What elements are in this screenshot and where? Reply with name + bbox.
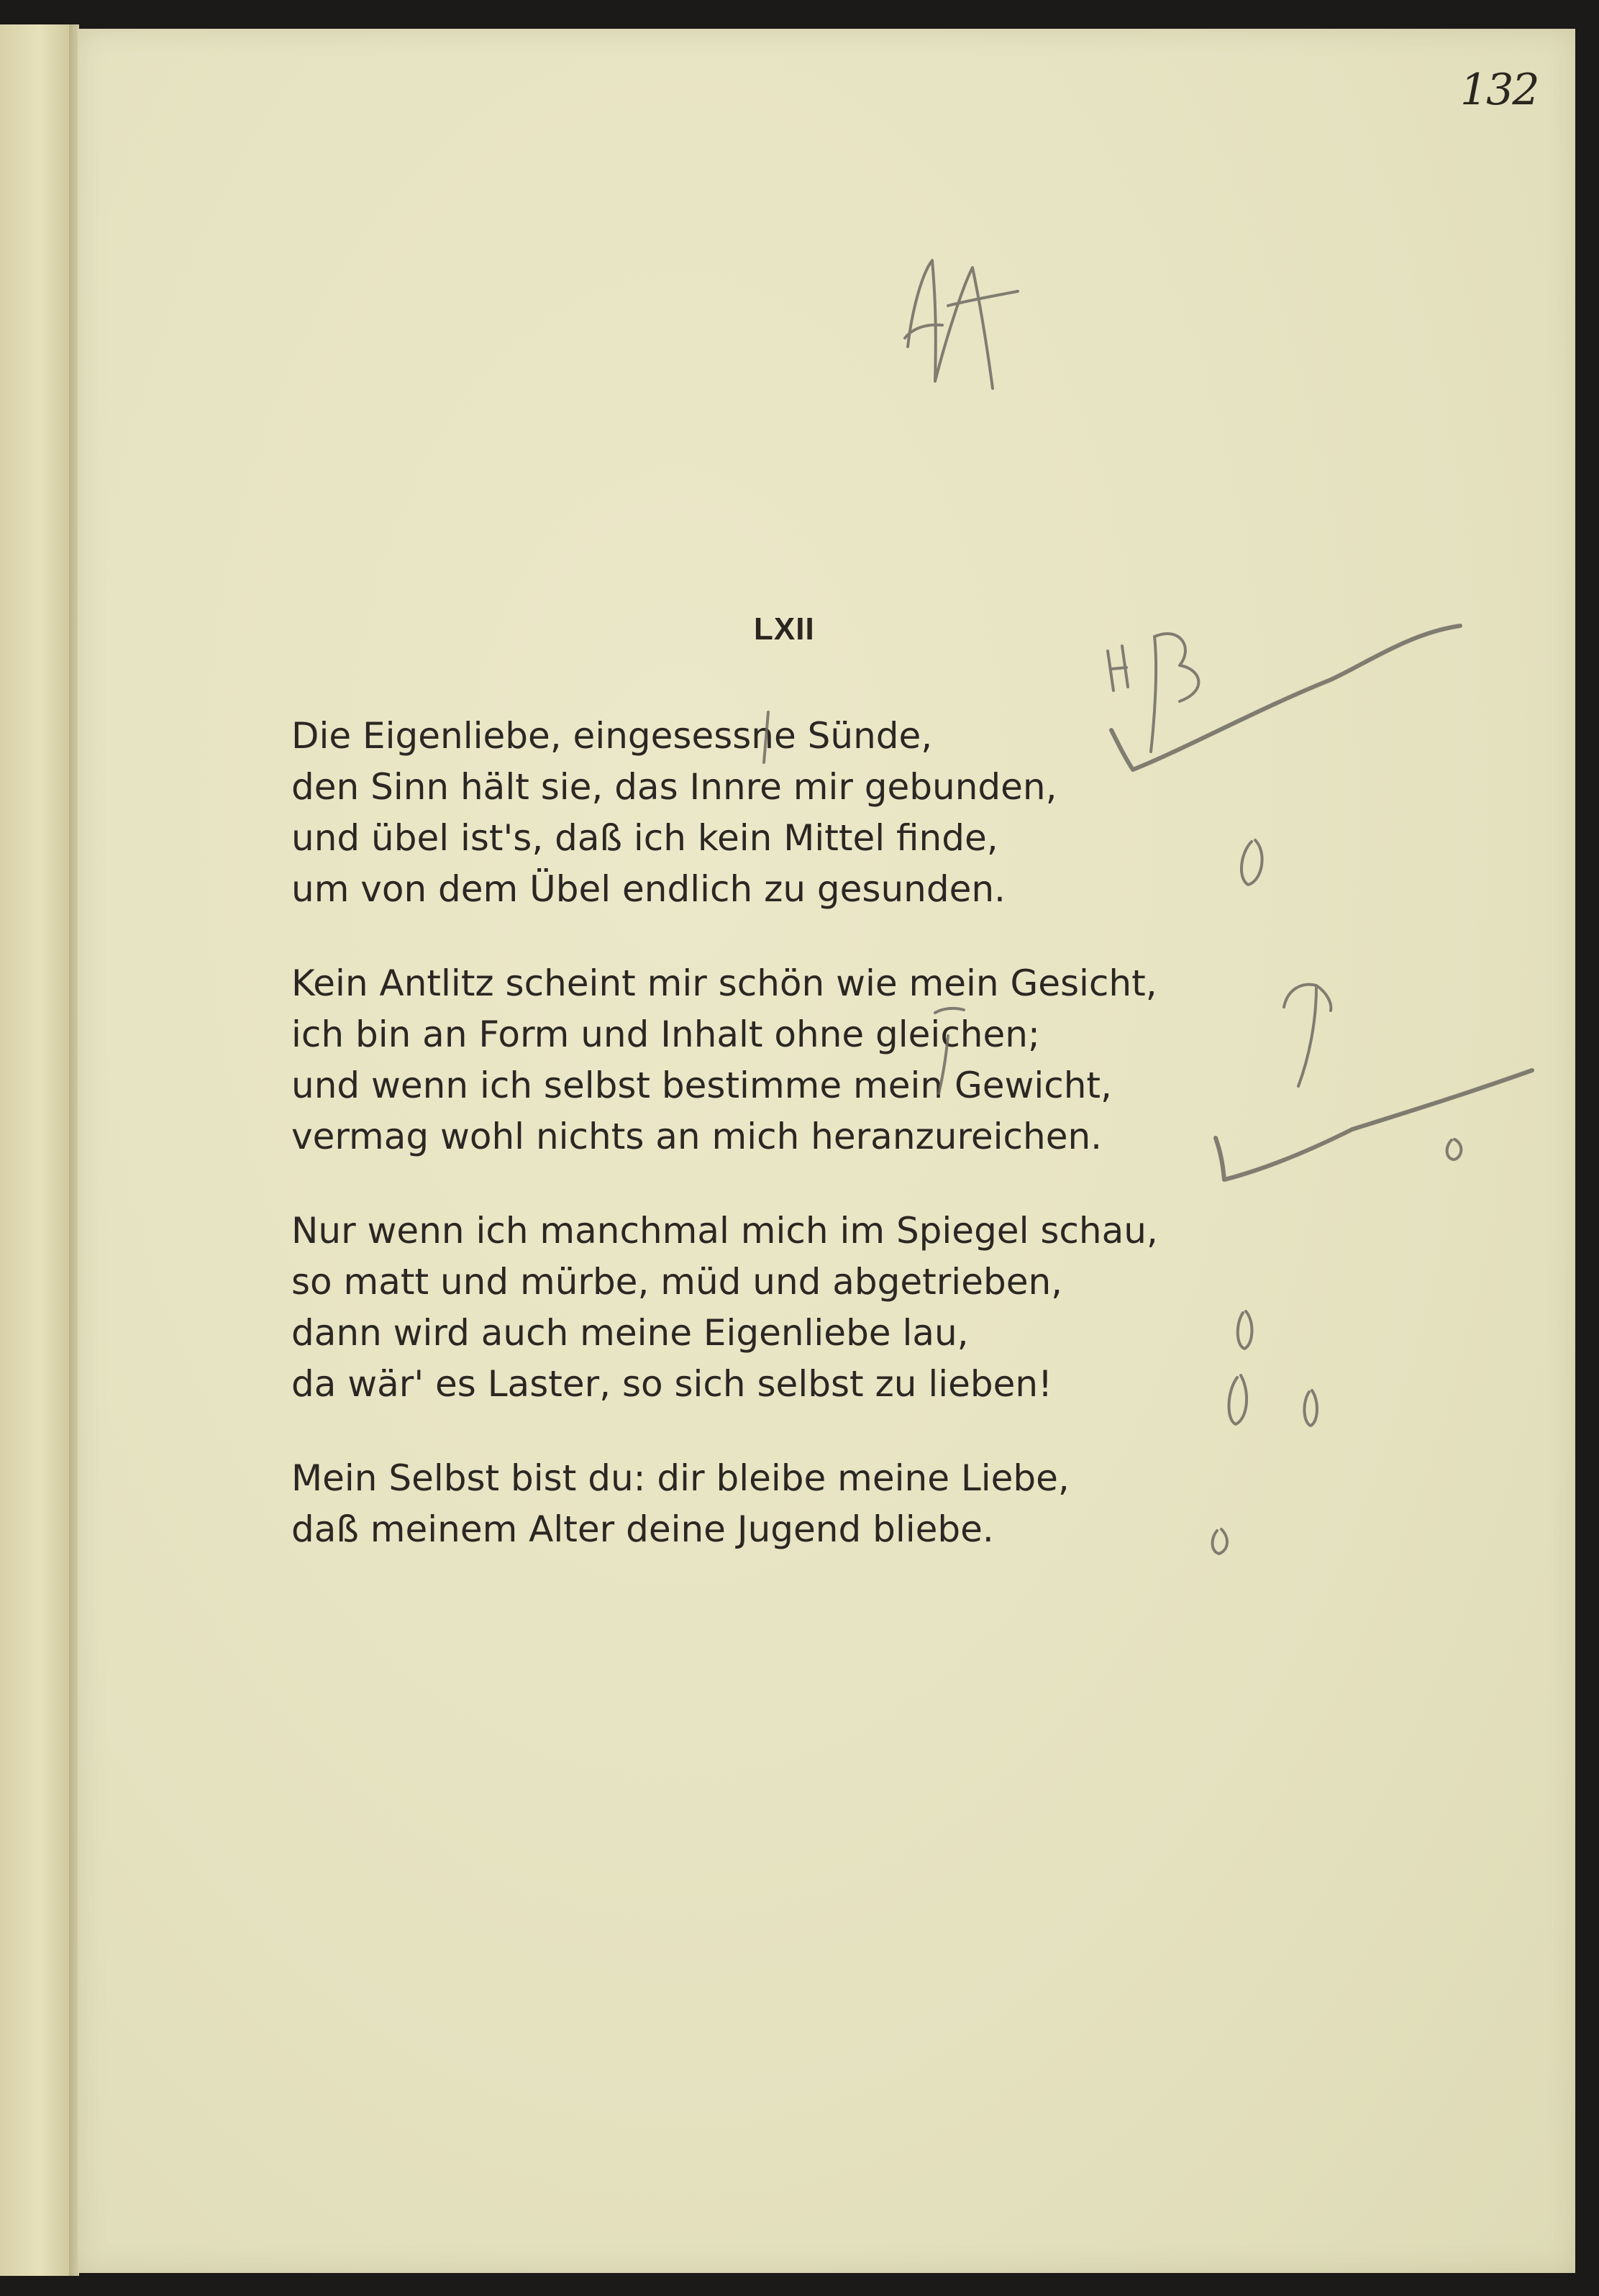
- poem-line: da wär' es Laster, so sich selbst zu lieben!: [291, 1363, 1053, 1405]
- poem-line: um von dem Übel endlich zu gesunden.: [291, 868, 1006, 910]
- poem-line: dann wird auch meine Eigenliebe lau,: [291, 1312, 969, 1354]
- poem-line: und übel ist's, daß ich kein Mittel finde,: [291, 817, 998, 859]
- facing-page-edge: [0, 24, 72, 2276]
- stanza-1: [291, 711, 1298, 915]
- poem-line: Die Eigenliebe, eingesessne Sünde,: [291, 715, 933, 757]
- poem-line: Kein Antlitz scheint mir schön wie mein Gesicht,: [291, 962, 1157, 1004]
- stanza-2: [291, 958, 1298, 1162]
- poem-line: und wenn ich selbst bestimme mein Gewicht,: [291, 1065, 1112, 1106]
- poem-body: [291, 711, 1298, 1598]
- poem-line: so matt und mürbe, müd und abgetrieben,: [291, 1261, 1063, 1303]
- page-number: 132: [1460, 65, 1539, 115]
- poem-line: den Sinn hält sie, das Innre mir gebunden,: [291, 766, 1057, 808]
- poem-title: LXII: [754, 611, 815, 647]
- poem-line: Mein Selbst bist du: dir bleibe meine Liebe,: [291, 1457, 1070, 1499]
- poem-line: ich bin an Form und Inhalt ohne gleichen;: [291, 1013, 1040, 1055]
- stanza-4: [291, 1453, 1298, 1555]
- poem-line: vermag wohl nichts an mich heranzureichen.: [291, 1116, 1103, 1157]
- stanza-3: [291, 1206, 1298, 1410]
- poem-line: daß meinem Alter deine Jugend bliebe.: [291, 1508, 994, 1550]
- poem-line: Nur wenn ich manchmal mich im Spiegel schau,: [291, 1210, 1158, 1252]
